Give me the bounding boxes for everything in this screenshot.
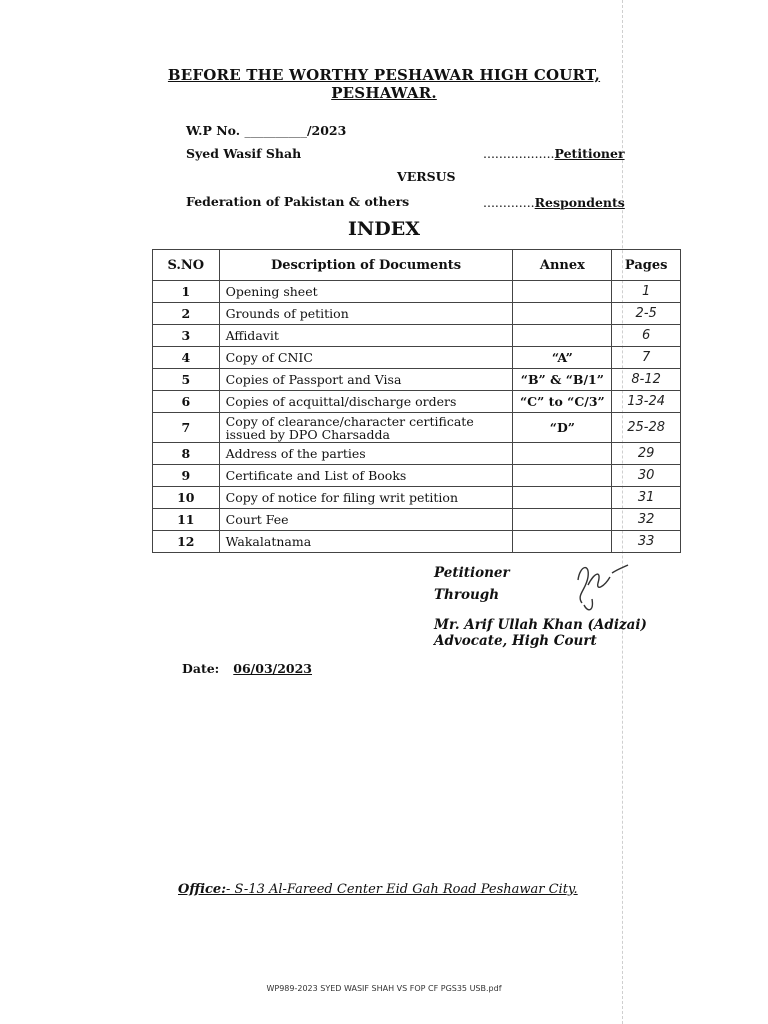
header-description: Description of Documents <box>219 250 513 281</box>
row-description: Address of the parties <box>219 443 513 465</box>
table-row <box>153 531 681 553</box>
row-description: Copies of Passport and Visa <box>219 369 513 391</box>
row-description: Grounds of petition <box>219 303 513 325</box>
row-pages: 33 <box>612 531 681 553</box>
row-sno: 3 <box>153 325 220 347</box>
row-pages: 31 <box>612 487 681 509</box>
versus: VERSUS <box>397 169 456 184</box>
office-text: - S-13 Al-Fareed Center Eid Gah Road Peshawar City. <box>226 882 578 897</box>
header-sno: S.NO <box>153 250 220 281</box>
row-sno: 1 <box>153 281 220 303</box>
row-annex <box>513 303 612 325</box>
row-pages: 6 <box>612 325 681 347</box>
table-row <box>153 443 681 465</box>
respondent-name: Federation of Pakistan & others <box>186 194 410 209</box>
row-annex <box>513 325 612 347</box>
row-sno: 8 <box>153 443 220 465</box>
row-annex: “C” to “C/3” <box>513 391 612 413</box>
row-annex <box>513 531 612 553</box>
handwritten-signature-icon <box>568 555 658 615</box>
table-row <box>153 413 681 443</box>
row-pages: 8-12 <box>612 369 681 391</box>
table-header-row <box>153 250 681 281</box>
date-label: Date: <box>182 661 220 676</box>
row-sno: 10 <box>153 487 220 509</box>
row-pages: 13-24 <box>612 391 681 413</box>
row-sno: 9 <box>153 465 220 487</box>
table-row <box>153 347 681 369</box>
row-description: Copy of CNIC <box>219 347 513 369</box>
petitioner-label: Petitioner <box>554 146 625 161</box>
table-row <box>153 465 681 487</box>
through-caption: Through <box>434 587 500 603</box>
index-table <box>152 249 681 553</box>
row-annex <box>513 281 612 303</box>
table-row <box>153 509 681 531</box>
wp-year: /2023 <box>306 123 347 138</box>
row-annex <box>513 509 612 531</box>
petitioner-role <box>483 146 625 161</box>
respondent-role <box>483 195 625 210</box>
office-address <box>178 882 578 897</box>
row-sno: 12 <box>153 531 220 553</box>
row-sno: 4 <box>153 347 220 369</box>
row-pages: 1 <box>612 281 681 303</box>
table-row <box>153 487 681 509</box>
petitioner-name: Syed Wasif Shah <box>186 146 302 161</box>
row-pages: 29 <box>612 443 681 465</box>
row-description: Affidavit <box>219 325 513 347</box>
row-annex <box>513 443 612 465</box>
row-annex <box>513 465 612 487</box>
petitioner-caption: Petitioner <box>434 565 510 581</box>
row-pages: 30 <box>612 465 681 487</box>
petitioner-dots: .................. <box>483 146 555 161</box>
row-description: Copy of notice for filing writ petition <box>219 487 513 509</box>
row-description: Court Fee <box>219 509 513 531</box>
row-annex <box>513 487 612 509</box>
court-heading-line1: BEFORE THE WORTHY PESHAWAR HIGH COURT, <box>167 66 601 84</box>
advocate-title: Advocate, High Court <box>434 633 597 649</box>
row-sno: 7 <box>153 413 220 443</box>
wp-label: W.P No. <box>186 123 241 138</box>
office-label: Office: <box>178 882 227 897</box>
row-description: Opening sheet <box>219 281 513 303</box>
advocate-name: Mr. Arif Ullah Khan (Adizai) <box>434 617 647 633</box>
header-annex: Annex <box>513 250 612 281</box>
row-annex: “D” <box>513 413 612 443</box>
row-description: Certificate and List of Books <box>219 465 513 487</box>
row-sno: 5 <box>153 369 220 391</box>
row-pages: 2-5 <box>612 303 681 325</box>
row-sno: 2 <box>153 303 220 325</box>
row-annex: “A” <box>513 347 612 369</box>
date-line <box>182 661 312 676</box>
table-row <box>153 325 681 347</box>
row-pages: 25-28 <box>612 413 681 443</box>
table-row <box>153 369 681 391</box>
row-sno: 11 <box>153 509 220 531</box>
wp-blank: __________ <box>244 123 307 138</box>
file-footer: WP989-2023 SYED WASIF SHAH VS FOP CF PGS35 USB.pdf <box>266 984 502 993</box>
row-annex: “B” & “B/1” <box>513 369 612 391</box>
header-pages: Pages <box>612 250 681 281</box>
table-row <box>153 303 681 325</box>
row-description: Copies of acquittal/discharge orders <box>219 391 513 413</box>
table-row <box>153 391 681 413</box>
respondent-label: Respondents <box>534 195 625 210</box>
court-heading-line2: PESHAWAR. <box>331 84 437 102</box>
date-value: 06/03/2023 <box>233 661 312 676</box>
row-pages: 32 <box>612 509 681 531</box>
row-description: Copy of clearance/character certificate issued by DPO Charsadda <box>219 413 513 443</box>
row-pages: 7 <box>612 347 681 369</box>
row-sno: 6 <box>153 391 220 413</box>
respondent-dots: ............. <box>483 195 535 210</box>
index-title: INDEX <box>348 218 420 240</box>
wp-number <box>186 123 346 138</box>
table-row <box>153 281 681 303</box>
row-description: Wakalatnama <box>219 531 513 553</box>
